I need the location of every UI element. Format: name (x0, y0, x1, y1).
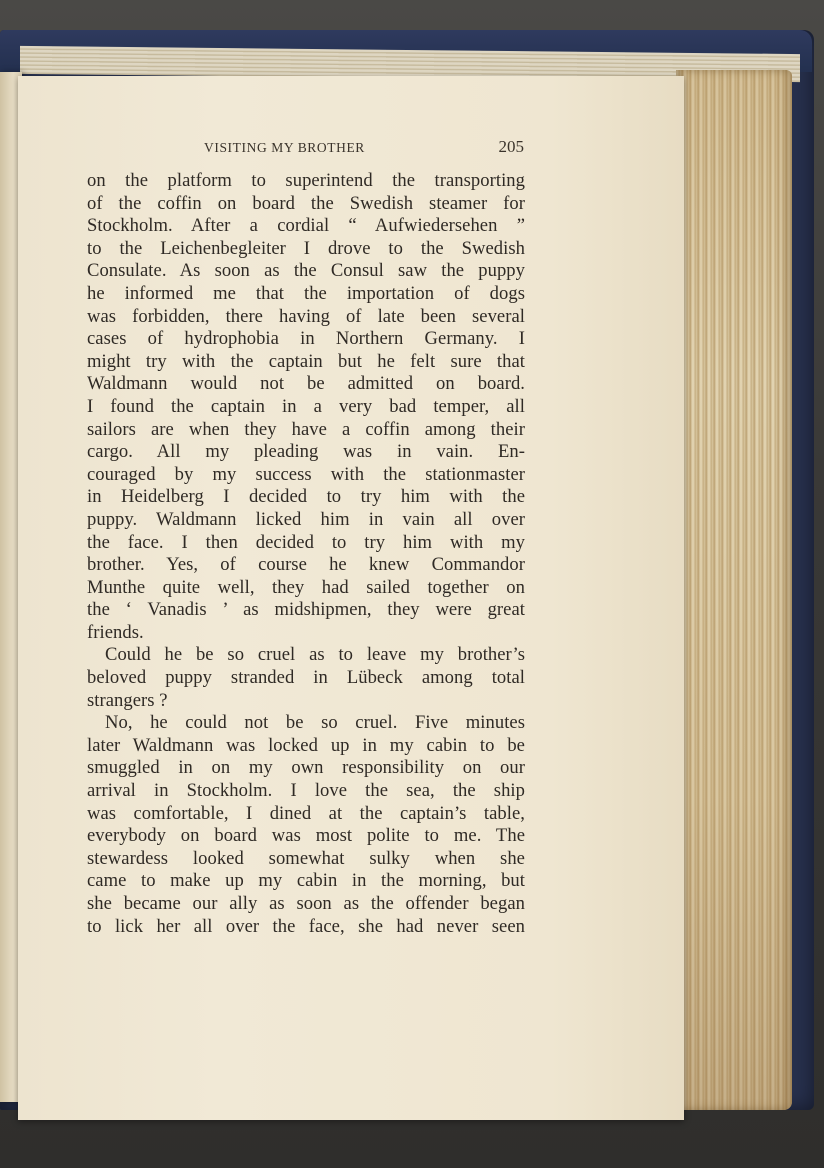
text-line: was comfortable, I dined at the captain’s table, (87, 802, 525, 824)
text-line: on the platform to superintend the transporting (87, 170, 525, 191)
text-line: Waldmann would not be admitted on board. (87, 373, 525, 395)
text-line: cargo. All my pleading was in vain. En- (87, 441, 525, 463)
text-line: strangers ? (87, 689, 168, 711)
text-line: cases of hydrophobia in Northern Germany. I (87, 328, 525, 350)
fore-edge-foxing (676, 70, 792, 1110)
page-number: 205 (498, 137, 524, 156)
text-line: to the Leichenbegleiter I drove to the Swedish (87, 237, 525, 259)
text-line: was forbidden, there having of late been several (87, 305, 525, 327)
text-line: she became our ally as soon as the offender began (87, 893, 525, 914)
text-line: of the coffin on board the Swedish steamer for (87, 192, 525, 214)
text-line: came to make up my cabin in the morning, but (87, 870, 525, 892)
text-line: might try with the captain but he felt sure that (87, 350, 525, 372)
text-line: the ‘ Vanadis ’ as midshipmen, they were great (87, 599, 525, 621)
text-line: couraged by my success with the stationmaster (87, 463, 525, 485)
body-text (87, 170, 525, 938)
text-line: I found the captain in a very bad temper, all (87, 395, 525, 417)
text-line: brother. Yes, of course he knew Commandor (87, 554, 525, 576)
text-line: smuggled in on my own responsibility on our (87, 757, 525, 779)
text-line: puppy. Waldmann licked him in vain all over (87, 508, 525, 530)
text-line: No, he could not be so cruel. Five minutes (105, 712, 525, 734)
text-line: friends. (87, 621, 144, 643)
text-line: he informed me that the importation of dogs (87, 282, 525, 304)
running-head-title: VISITING MY BROTHER (204, 140, 365, 155)
text-line: sailors are when they have a coffin among their (87, 418, 525, 440)
text-line: Stockholm. After a cordial “ Aufwiedersehen ” (87, 215, 525, 237)
text-line: everybody on board was most polite to me. The (87, 825, 525, 847)
running-head (204, 137, 524, 159)
text-line: Munthe quite well, they had sailed together on (87, 576, 525, 598)
text-line: Could he be so cruel as to leave my brother’s (105, 644, 525, 666)
text-line: the face. I then decided to try him with my (87, 531, 525, 553)
text-line: to lick her all over the face, she had never seen (87, 915, 525, 937)
text-line: beloved puppy stranded in Lübeck among total (87, 667, 525, 689)
text-line: in Heidelberg I decided to try him with the (87, 486, 525, 508)
text-line: arrival in Stockholm. I love the sea, the ship (87, 780, 525, 802)
text-line: stewardess looked somewhat sulky when she (87, 847, 525, 869)
text-line: Consulate. As soon as the Consul saw the puppy (87, 260, 525, 282)
text-line: later Waldmann was locked up in my cabin to be (87, 734, 525, 756)
